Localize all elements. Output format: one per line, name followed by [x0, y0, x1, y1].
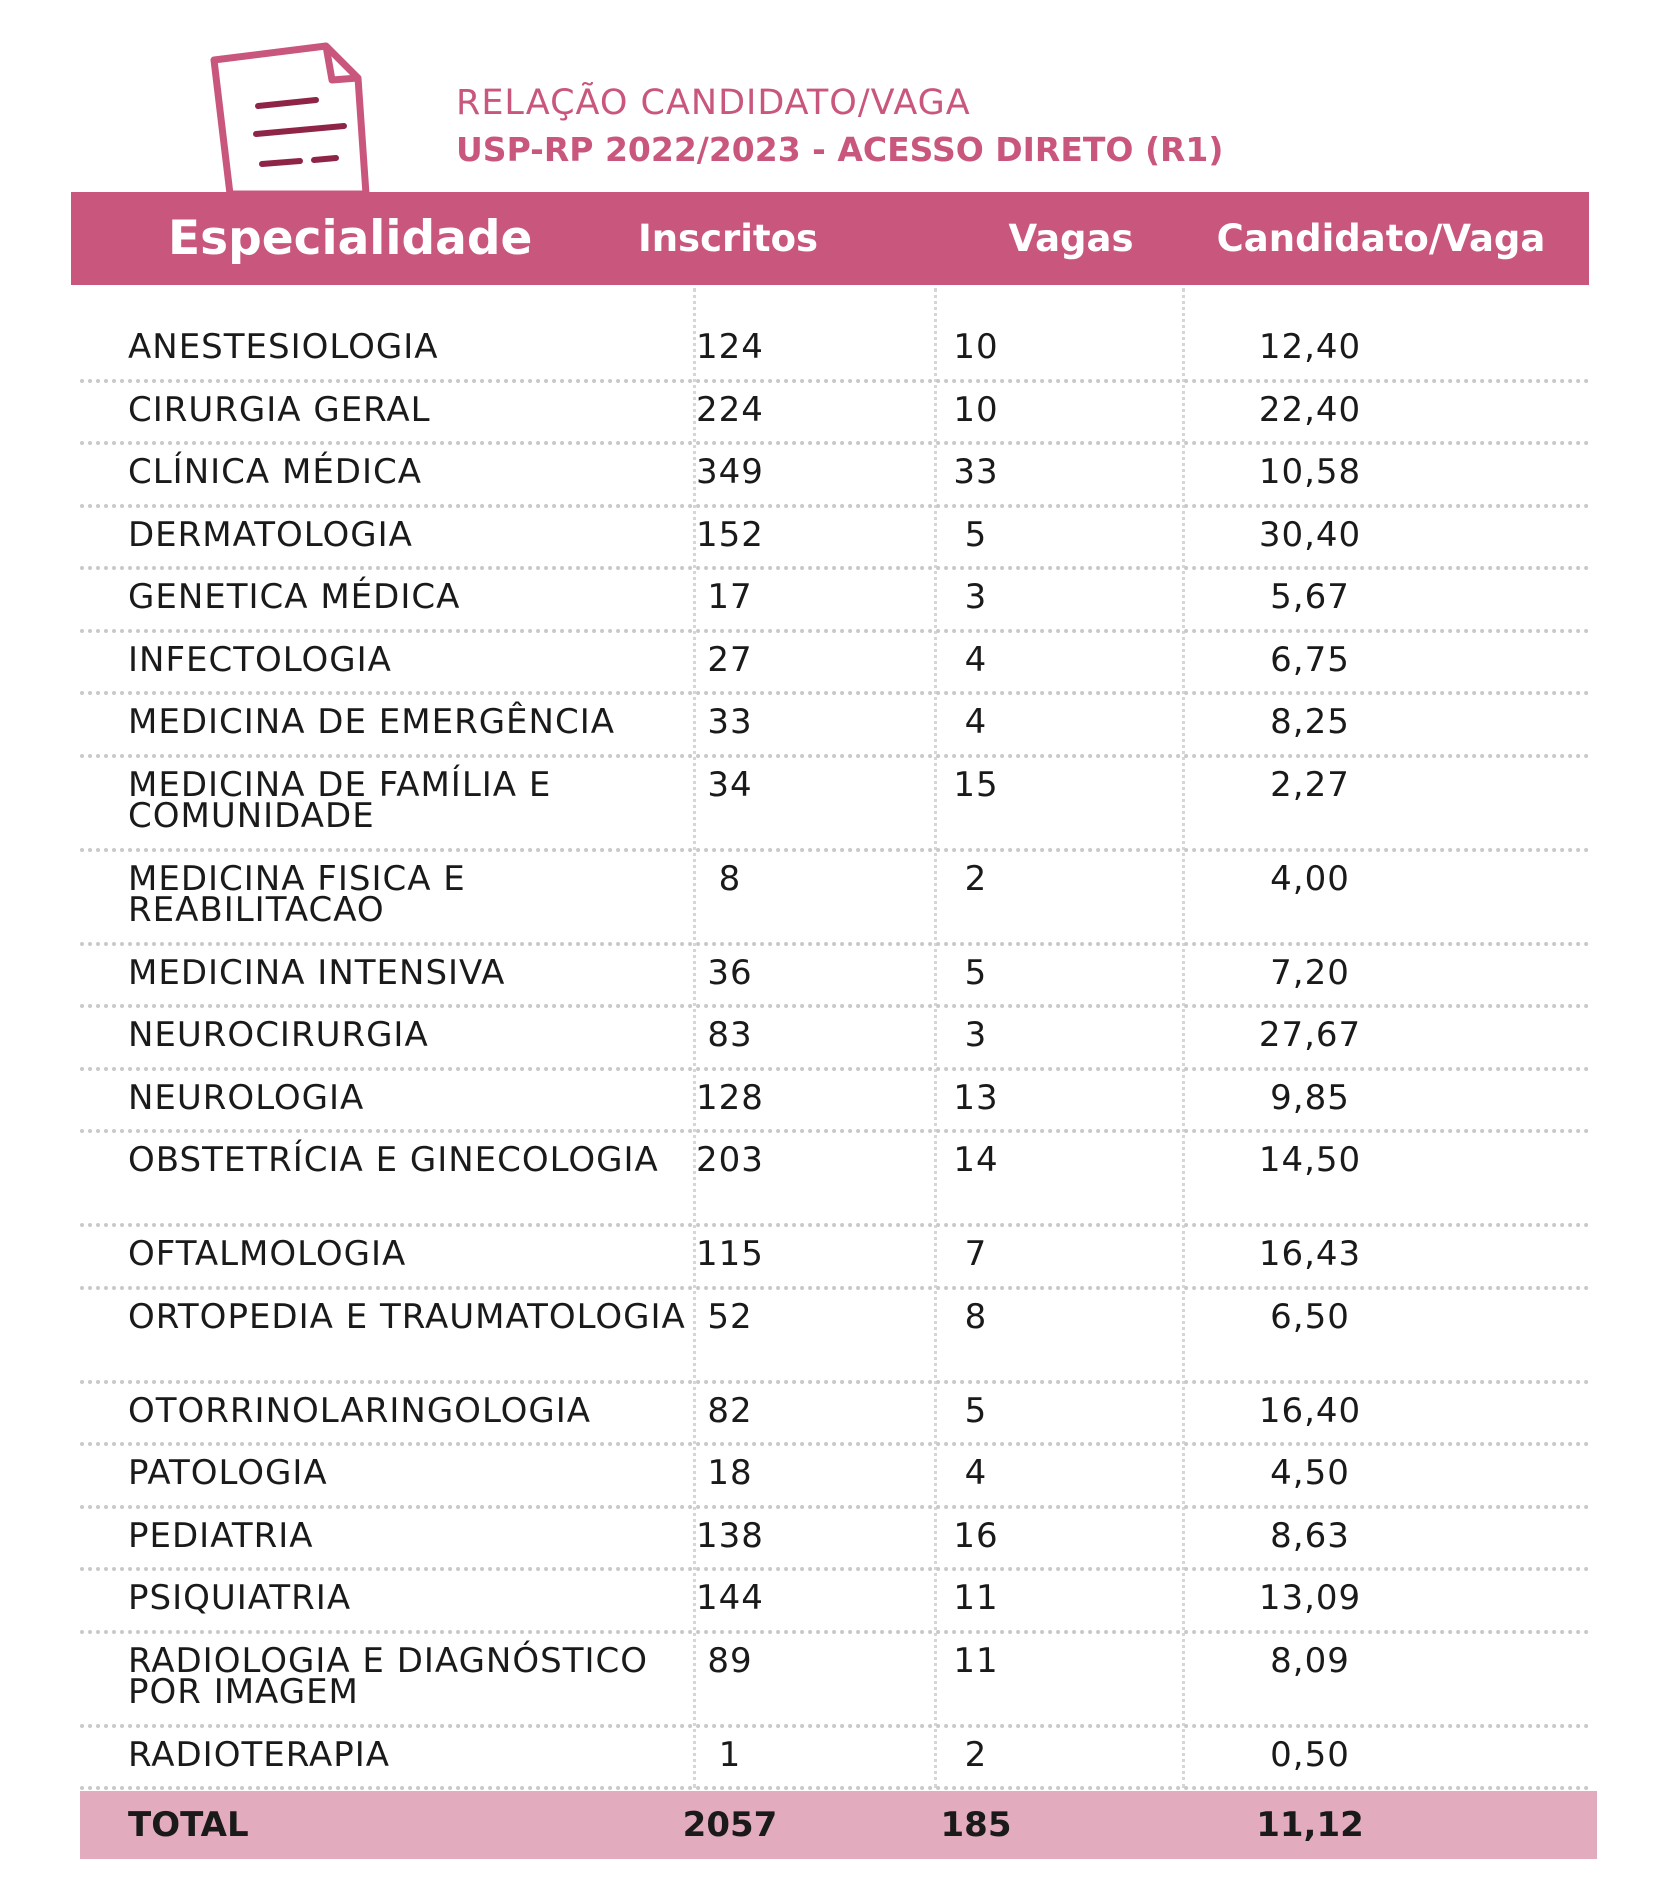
- enrolled-cell: 36: [707, 952, 753, 993]
- specialty-cell: INFECTOLOGIA: [128, 639, 392, 680]
- table-header: [71, 192, 1589, 285]
- enrolled-cell: 17: [707, 577, 753, 617]
- specialty-cell: NEUROCIRURGIA: [128, 1015, 429, 1055]
- table-row: [80, 1509, 1590, 1572]
- vacancies-cell: 7: [964, 1234, 988, 1274]
- enrolled-cell: 203: [696, 1140, 764, 1180]
- table-row: [80, 1008, 1590, 1071]
- ratio-cell: 8,63: [1270, 1515, 1350, 1556]
- ratio-cell: 8,25: [1270, 702, 1350, 742]
- enrolled-cell: 27: [707, 639, 753, 680]
- enrolled-cell: 1: [718, 1734, 742, 1775]
- ratio-cell: 27,67: [1258, 1015, 1362, 1055]
- table-row: [80, 758, 1590, 852]
- specialty-cell: RADIOTERAPIA: [128, 1734, 391, 1775]
- enrolled-cell: 124: [696, 327, 764, 367]
- specialty-cell: CIRURGIA GERAL: [128, 389, 431, 430]
- vacancies-cell: 8: [964, 1296, 988, 1337]
- table-row: [80, 633, 1590, 696]
- table-row: [80, 695, 1590, 758]
- specialty-cell: OTORRINOLARINGOLOGIA: [128, 1390, 592, 1431]
- specialty-cell: MEDICINA FISICA E REABILITACAO: [128, 858, 466, 930]
- specialty-cell: CLÍNICA MÉDICA: [128, 452, 423, 492]
- page-subtitle: RELAÇÃO CANDIDATO/VAGA: [456, 83, 971, 123]
- ratio-cell: 6,75: [1270, 639, 1350, 680]
- table-row: [80, 852, 1590, 946]
- vacancies-cell: 10: [953, 389, 999, 430]
- vacancies-cell: 4: [964, 639, 988, 680]
- vacancies-cell: 11: [953, 1640, 999, 1681]
- table-row: [80, 1133, 1590, 1227]
- vacancies-cell: 4: [964, 1453, 988, 1493]
- ratio-cell: 12,40: [1258, 327, 1362, 367]
- table-row: [80, 445, 1590, 508]
- ratio-cell: 5,67: [1270, 577, 1350, 617]
- table-row: [80, 1571, 1590, 1634]
- table-row: [80, 1634, 1590, 1728]
- page-title: USP-RP 2022/2023 - ACESSO DIRETO (R1): [456, 130, 1224, 169]
- specialty-cell: GENETICA MÉDICA: [128, 577, 461, 617]
- enrolled-cell: 128: [696, 1077, 764, 1118]
- specialty-cell: OBSTETRÍCIA E GINECOLOGIA: [128, 1140, 659, 1180]
- ratio-cell: 0,50: [1270, 1734, 1350, 1775]
- ratio-cell: 13,09: [1258, 1578, 1362, 1618]
- vacancies-cell: 3: [964, 577, 988, 617]
- vacancies-cell: 2: [964, 1734, 988, 1775]
- vacancies-cell: 2: [964, 858, 988, 899]
- table-body: [80, 320, 1590, 1790]
- specialty-cell: NEUROLOGIA: [128, 1077, 365, 1118]
- vacancies-cell: 13: [953, 1077, 999, 1118]
- vacancies-cell: 4: [964, 702, 988, 742]
- ratio-cell: 30,40: [1258, 514, 1362, 555]
- table-row: [80, 946, 1590, 1009]
- table-row: [80, 1728, 1590, 1791]
- ratio-cell: 4,00: [1270, 858, 1350, 899]
- specialty-cell: ORTOPEDIA E TRAUMATOLOGIA: [128, 1296, 686, 1337]
- vacancies-cell: 15: [953, 764, 999, 805]
- enrolled-cell: 349: [696, 452, 764, 492]
- ratio-cell: 14,50: [1258, 1140, 1362, 1180]
- vacancies-cell: 5: [964, 952, 988, 993]
- specialty-cell: MEDICINA DE FAMÍLIA E COMUNIDADE: [128, 764, 552, 836]
- specialty-cell: ANESTESIOLOGIA: [128, 327, 439, 367]
- title-block: [456, 82, 1223, 172]
- ratio-cell: 9,85: [1270, 1077, 1350, 1118]
- header-enrolled: Inscritos: [637, 217, 819, 260]
- table-row: [80, 1227, 1590, 1290]
- ratio-cell: 22,40: [1258, 389, 1362, 430]
- vacancies-cell: 3: [964, 1015, 988, 1055]
- ratio-cell: 6,50: [1270, 1296, 1350, 1337]
- ratio-cell: 10,58: [1258, 452, 1362, 492]
- enrolled-cell: 89: [707, 1640, 753, 1681]
- table-row: [80, 570, 1590, 633]
- specialty-cell: MEDICINA INTENSIVA: [128, 952, 506, 993]
- vacancies-cell: 5: [964, 1390, 988, 1431]
- specialty-cell: PATOLOGIA: [128, 1453, 328, 1493]
- ratio-cell: 16,43: [1258, 1234, 1362, 1274]
- enrolled-cell: 83: [707, 1015, 753, 1055]
- ratio-cell: 8,09: [1270, 1640, 1350, 1681]
- specialty-cell: PSIQUIATRIA: [128, 1578, 352, 1618]
- specialty-cell: PEDIATRIA: [128, 1515, 314, 1556]
- enrolled-cell: 138: [696, 1515, 764, 1556]
- ratio-cell: 2,27: [1270, 764, 1350, 805]
- total-row: [80, 1791, 1597, 1859]
- header-ratio: Candidato/Vaga: [1216, 217, 1546, 260]
- enrolled-cell: 82: [707, 1390, 753, 1431]
- vacancies-cell: 33: [953, 452, 999, 492]
- total-enrolled: 2057: [682, 1805, 778, 1845]
- table-row: [80, 508, 1590, 571]
- enrolled-cell: 224: [696, 389, 764, 430]
- enrolled-cell: 34: [707, 764, 753, 805]
- table-row: [80, 1071, 1590, 1134]
- specialty-cell: DERMATOLOGIA: [128, 514, 413, 555]
- enrolled-cell: 18: [707, 1453, 753, 1493]
- vacancies-cell: 11: [953, 1578, 999, 1618]
- total-label: TOTAL: [128, 1805, 249, 1845]
- vacancies-cell: 5: [964, 514, 988, 555]
- specialty-cell: RADIOLOGIA E DIAGNÓSTICO POR IMAGEM: [128, 1640, 648, 1712]
- specialty-cell: OFTALMOLOGIA: [128, 1234, 407, 1274]
- table-row: [80, 1290, 1590, 1384]
- ratio-cell: 4,50: [1270, 1453, 1350, 1493]
- ratio-cell: 16,40: [1258, 1390, 1362, 1431]
- table-row: [80, 383, 1590, 446]
- vacancies-cell: 16: [953, 1515, 999, 1556]
- enrolled-cell: 152: [696, 514, 764, 555]
- total-ratio: 11,12: [1256, 1805, 1364, 1845]
- enrolled-cell: 8: [718, 858, 742, 899]
- total-vacancies: 185: [940, 1805, 1012, 1845]
- enrolled-cell: 115: [696, 1234, 764, 1274]
- enrolled-cell: 52: [707, 1296, 753, 1337]
- enrolled-cell: 144: [696, 1578, 764, 1618]
- header-vacancies: Vagas: [1008, 217, 1134, 260]
- enrolled-cell: 33: [707, 702, 753, 742]
- table-row: [80, 1446, 1590, 1509]
- ratio-cell: 7,20: [1270, 952, 1350, 993]
- table-row: [80, 320, 1590, 383]
- document-icon: [208, 34, 408, 194]
- vacancies-cell: 14: [953, 1140, 999, 1180]
- specialty-cell: MEDICINA DE EMERGÊNCIA: [128, 702, 615, 742]
- vacancies-cell: 10: [953, 327, 999, 367]
- table-row: [80, 1384, 1590, 1447]
- header-specialty: Especialidade: [168, 211, 533, 266]
